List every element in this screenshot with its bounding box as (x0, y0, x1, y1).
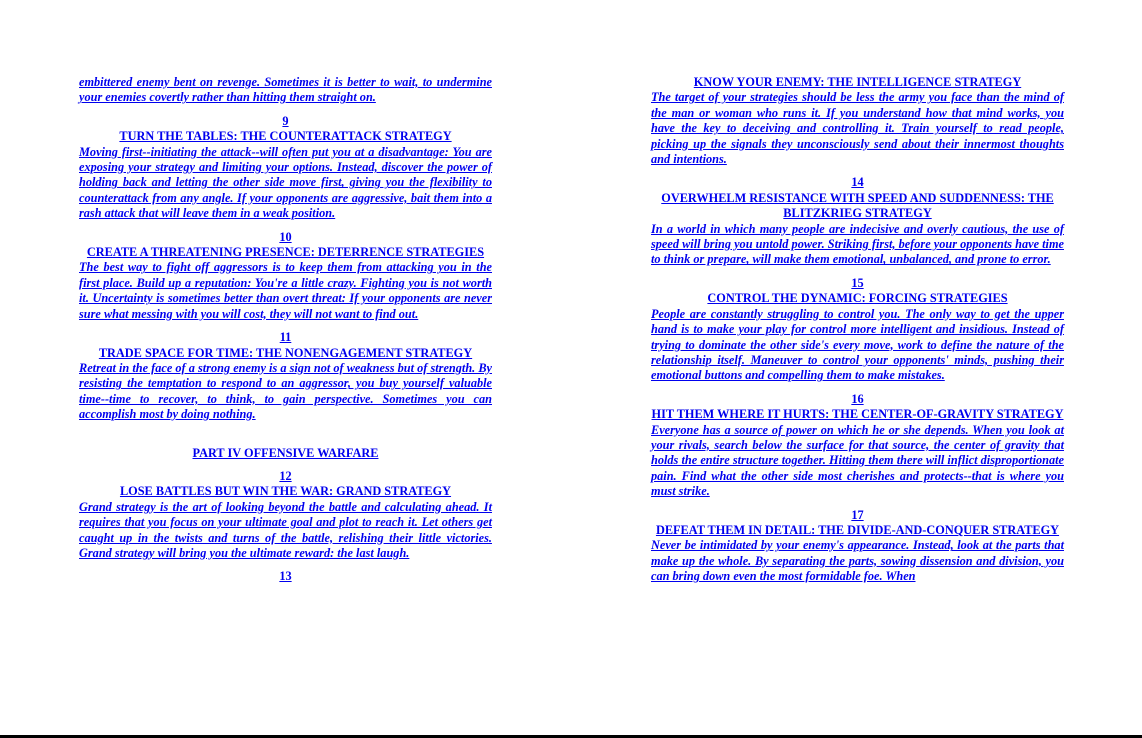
chapter-13-number[interactable]: 13 (279, 569, 292, 584)
intro-paragraph[interactable]: embittered enemy bent on revenge. Sometimes it is better to wait, to undermine your enemies covertly rather than hitting them straight on. (79, 75, 492, 105)
chapter-11-text[interactable]: Retreat in the face of a strong enemy is a sign not of weakness but of strength. By resisting the temptation to respond to an aggressor, you buy yourself valuable time--time to recover, to think, to gain perspective. Sometimes you can accomplish most by doing nothing. (79, 360, 492, 422)
chapter-17-number[interactable]: 17 (851, 507, 864, 522)
chapter-12-title[interactable]: LOSE BATTLES BUT WIN THE WAR: GRAND STRATEGY (119, 484, 452, 499)
chapter-10-text[interactable]: The best way to fight off aggressors is to keep them from attacking you in the first place. Build up a reputation: You're a little crazy. Fighting you is not worth it. Uncertainty is sometimes better than overt threat: If your opponents are never sure what messing with you will cost, they will not want to find out. (79, 260, 492, 321)
chapter-9-title[interactable]: TURN THE TABLES: THE COUNTERATTACK STRATEGY (119, 129, 452, 144)
chapter-15-text[interactable]: People are constantly struggling to control you. The only way to get the upper hand is to make your play for control more intelligent and insidious. Instead of trying to dominate the other side's every move, work to define the nature of the relationship itself. Maneuver to control your opponents' minds, pushing their emotional buttons and compelling them to make mistakes. (651, 306, 1064, 383)
right-column (651, 75, 1064, 585)
chapter-16-title[interactable]: HIT THEM WHERE IT HURTS: THE CENTER-OF-GRAVITY STRATEGY (651, 407, 1064, 422)
chapter-14-number[interactable]: 14 (851, 175, 864, 190)
chapter-14-title[interactable]: OVERWHELM RESISTANCE WITH SPEED AND SUDDENNESS: THE BLITZKRIEG STRATEGY (661, 190, 1054, 221)
chapter-14-text[interactable]: In a world in which many people are indecisive and overly cautious, the use of speed will bring you untold power. Striking first, before your opponents have time to think or prepare, will make them emotional, unbalanced, and prone to error. (651, 221, 1064, 267)
chapter-9-text[interactable]: Moving first--initiating the attack--will often put you at a disadvantage: You are exposing your strategy and limiting your options. Instead, discover the power of holding back and letting the other side move first, giving you the flexibility to counterattack from any angle. If your opponents are aggressive, bait them into a rash attack that will leave them in a weak position. (79, 144, 492, 221)
part-iv-title[interactable]: PART IV OFFENSIVE WARFARE (192, 445, 379, 460)
chapter-12-number[interactable]: 12 (279, 468, 292, 483)
chapter-17-text[interactable]: Never be intimidated by your enemy's appearance. Instead, look at the parts that make up the whole. By separating the parts, sowing dissension and division, you can bring down even the most formidable foe. When (651, 538, 1064, 584)
chapter-15-number[interactable]: 15 (851, 275, 864, 290)
chapter-13-title[interactable]: KNOW YOUR ENEMY: THE INTELLIGENCE STRATEGY (693, 75, 1022, 89)
chapter-11-title[interactable]: TRADE SPACE FOR TIME: THE NONENGAGEMENT STRATEGY (98, 345, 473, 360)
chapter-17-title[interactable]: DEFEAT THEM IN DETAIL: THE DIVIDE-AND-CONQUER STRATEGY (655, 522, 1060, 537)
chapter-16-text[interactable]: Everyone has a source of power on which he or she depends. When you look at your rivals, search below the surface for that source, the center of gravity that holds the entire structure together. Hitting them there will inflict disproportionate pain. Find what the other side most cherishes and protects--that is where you must strike. (651, 422, 1064, 499)
chapter-15-title[interactable]: CONTROL THE DYNAMIC: FORCING STRATEGIES (707, 291, 1008, 306)
chapter-12-text[interactable]: Grand strategy is the art of looking beyond the battle and calculating ahead. It requires that you focus on your ultimate goal and plot to reach it. Let others get caught up in the twists and turns of the battle, relishing their little victories. Grand strategy will bring you the ultimate reward: the last laugh. (79, 499, 492, 560)
chapter-9-number[interactable]: 9 (282, 113, 289, 128)
chapter-10-number[interactable]: 10 (279, 229, 292, 244)
chapter-10-title[interactable]: CREATE A THREATENING PRESENCE: DETERRENCE STRATEGIES (86, 245, 485, 260)
left-column (79, 75, 492, 585)
chapter-11-number[interactable]: 11 (279, 330, 292, 345)
chapter-16-number[interactable]: 16 (851, 391, 864, 406)
chapter-13-text[interactable]: The target of your strategies should be less the army you face than the mind of the man or woman who runs it. If you understand how that mind works, you have the key to deceiving and controlling it. Train yourself to read people, picking up the signals they unconsciously send about their innermost thoughts and intentions. (651, 90, 1064, 167)
